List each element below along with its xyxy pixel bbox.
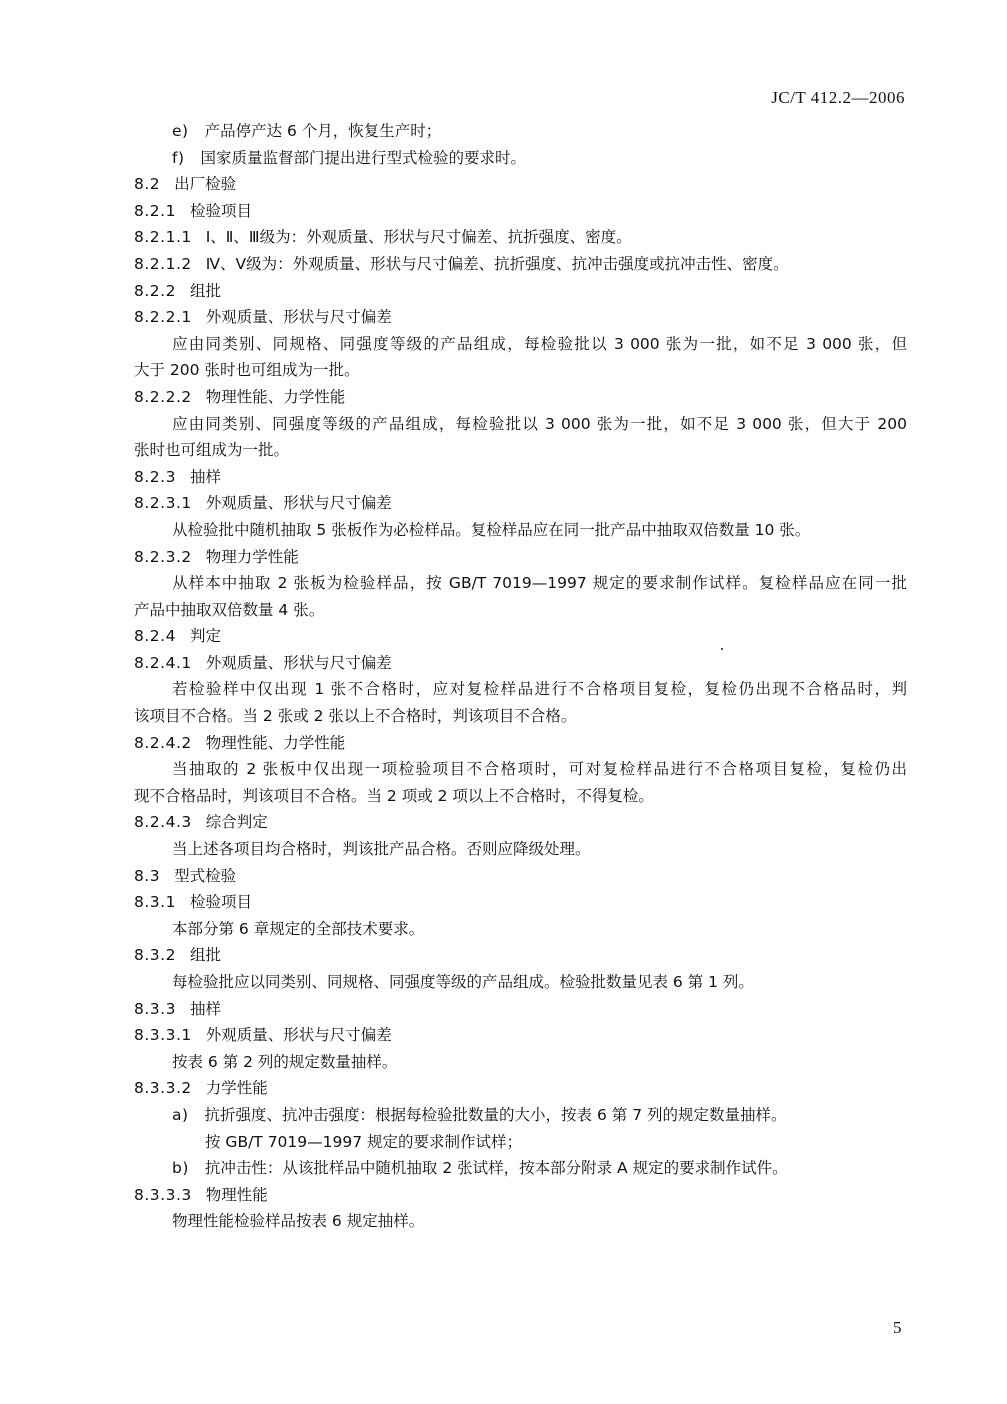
document-body: [0, 118, 1007, 1235]
paragraph-continuation: 大于 200 张时也可组成为一批。: [134, 361, 360, 380]
item-marker: f): [172, 148, 185, 167]
section-heading-8-2-4-1: [134, 650, 1007, 677]
section-title: 抽样: [189, 467, 221, 486]
paragraph-line: 本部分第 6 章规定的全部技术要求。: [172, 919, 425, 938]
paragraph-line: 应由同类别、同强度等级的产品组成，每检验批以 3 000 张为一批，如不足 3 000 张，但大于 200: [172, 414, 907, 433]
section-title: 物理性能、力学性能: [205, 733, 346, 752]
section-title: 外观质量、形状与尺寸偏差: [205, 1026, 392, 1045]
section-title: 外观质量、形状与尺寸偏差: [205, 653, 392, 672]
list-item-b: [172, 1155, 1007, 1182]
section-title: 综合判定: [205, 813, 268, 832]
section-number: 8.2.1.2: [134, 254, 192, 273]
section-title: 外观质量、形状与尺寸偏差: [205, 308, 392, 327]
section-heading-8-2-3: [134, 464, 1007, 491]
section-title: 力学性能: [205, 1079, 268, 1098]
section-heading-8-3-1: [134, 889, 1007, 916]
section-number: 8.3.2: [134, 946, 176, 965]
section-number: 8.3.1: [134, 893, 176, 912]
section-number: 8.3.3.3: [134, 1185, 192, 1204]
scan-speck: [721, 648, 723, 650]
paragraph-line: 按表 6 第 2 列的规定数量抽样。: [172, 1052, 398, 1071]
section-heading-8-2-2-2: [134, 384, 1007, 411]
paragraph-continuation: 现不合格品时，判该项目不合格。当 2 项或 2 项以上不合格时，不得复检。: [134, 786, 654, 805]
section-title: 检验项目: [189, 893, 252, 912]
section-title: 物理力学性能: [205, 547, 299, 566]
section-number: 8.2.1: [134, 201, 176, 220]
section-heading-8-2: [134, 171, 1007, 198]
section-heading-8-2-2-1: [134, 304, 1007, 331]
section-title: 检验项目: [189, 201, 252, 220]
section-heading-8-3: [134, 863, 1007, 890]
section-heading-8-2-2: [134, 278, 1007, 305]
section-number: 8.2: [134, 175, 161, 194]
section-heading-8-2-1-2: [134, 251, 1007, 278]
section-heading-8-2-4-3: [134, 809, 1007, 836]
list-item-continuation: 按 GB/T 7019—1997 规定的要求制作试样；: [205, 1132, 523, 1151]
section-title: 型式检验: [174, 866, 237, 885]
list-item-e: [172, 118, 1007, 145]
item-marker: a): [172, 1105, 189, 1124]
item-text: 产品停产达 6 个月，恢复生产时；: [204, 122, 442, 140]
item-marker: e): [172, 122, 189, 140]
paragraph-continuation: 产品中抽取双倍数量 4 张。: [134, 600, 325, 619]
standard-code-header: JC/T 412.2—2006: [771, 88, 905, 107]
section-title: 组批: [189, 281, 221, 300]
section-heading-8-3-3: [134, 996, 1007, 1023]
paragraph-line: 物理性能检验样品按表 6 规定抽样。: [172, 1212, 425, 1231]
paragraph-continuation: 张时也可组成为一批。: [134, 441, 290, 460]
paragraph-line: 应由同类别、同规格、同强度等级的产品组成，每检验批以 3 000 张为一批，如不足 3 000 张，但: [172, 334, 907, 353]
section-heading-8-2-4-2: [134, 730, 1007, 757]
paragraph-continuation: 该项目不合格。当 2 张或 2 张以上不合格时，判该项目不合格。: [134, 707, 577, 726]
section-text: Ⅰ、Ⅱ、Ⅲ级为：外观质量、形状与尺寸偏差、抗折强度、密度。: [205, 228, 632, 247]
list-item-a: [172, 1102, 1007, 1129]
item-text: 抗折强度、抗冲击强度：根据每检验批数量的大小，按表 6 第 7 列的规定数量抽样。: [204, 1105, 787, 1124]
item-text: 抗冲击性：从该批样品中随机抽取 2 张试样，按本部分附录 A 规定的要求制作试件。: [204, 1159, 788, 1178]
paragraph-line: 从样本中抽取 2 张板为检验样品，按 GB/T 7019—1997 规定的要求制作试样。复检样品应在同一批: [172, 574, 907, 593]
section-title: 外观质量、形状与尺寸偏差: [205, 494, 392, 513]
paragraph-line: 从检验批中随机抽取 5 张板作为必检样品。复检样品应在同一批产品中抽取双倍数量 10 张。: [172, 520, 811, 539]
section-heading-8-3-2: [134, 942, 1007, 969]
section-heading-8-2-1-1: [134, 224, 1007, 251]
section-number: 8.2.3.2: [134, 547, 192, 566]
list-item-f: [172, 145, 1007, 172]
page-number: 5: [893, 1318, 902, 1337]
section-text: Ⅳ、Ⅴ级为：外观质量、形状与尺寸偏差、抗折强度、抗冲击强度或抗冲击性、密度。: [205, 254, 789, 273]
paragraph-line: 若检验样中仅出现 1 张不合格时，应对复检样品进行不合格项目复检，复检仍出现不合格品时，判: [172, 680, 908, 699]
section-title: 物理性能: [205, 1185, 268, 1204]
section-title: 出厂检验: [174, 175, 237, 194]
section-number: 8.2.3.1: [134, 494, 192, 513]
section-heading-8-3-3-3: [134, 1182, 1007, 1209]
section-number: 8.2.3: [134, 467, 176, 486]
section-heading-8-2-4: [134, 623, 1007, 650]
section-title: 组批: [189, 946, 221, 965]
section-number: 8.2.4.3: [134, 813, 192, 832]
section-number: 8.2.1.1: [134, 228, 192, 247]
section-number: 8.2.4: [134, 627, 176, 646]
section-heading-8-2-3-1: [134, 490, 1007, 517]
section-heading-8-3-3-2: [134, 1075, 1007, 1102]
item-text: 国家质量监督部门提出进行型式检验的要求时。: [200, 148, 527, 167]
section-number: 8.2.2: [134, 281, 176, 300]
section-number: 8.3.3.2: [134, 1079, 192, 1098]
section-number: 8.3.3.1: [134, 1026, 192, 1045]
section-number: 8.2.4.2: [134, 733, 192, 752]
item-marker: b): [172, 1159, 189, 1178]
paragraph-line: 每检验批应以同类别、同规格、同强度等级的产品组成。检验批数量见表 6 第 1 列。: [172, 973, 754, 991]
section-title: 判定: [189, 627, 221, 646]
section-number: 8.2.4.1: [134, 653, 192, 672]
section-number: 8.2.2.1: [134, 308, 192, 327]
section-heading-8-2-3-2: [134, 544, 1007, 571]
section-number: 8.2.2.2: [134, 387, 192, 406]
section-heading-8-3-3-1: [134, 1022, 1007, 1049]
section-title: 抽样: [189, 999, 221, 1018]
section-number: 8.3: [134, 866, 161, 885]
paragraph-line: 当上述各项目均合格时，判该批产品合格。否则应降级处理。: [172, 840, 591, 859]
section-title: 物理性能、力学性能: [205, 387, 346, 406]
section-number: 8.3.3: [134, 999, 176, 1018]
section-heading-8-2-1: [134, 198, 1007, 225]
paragraph-line: 当抽取的 2 张板中仅出现一项检验项目不合格项时，可对复检样品进行不合格项目复检，复检仍出: [172, 760, 907, 779]
